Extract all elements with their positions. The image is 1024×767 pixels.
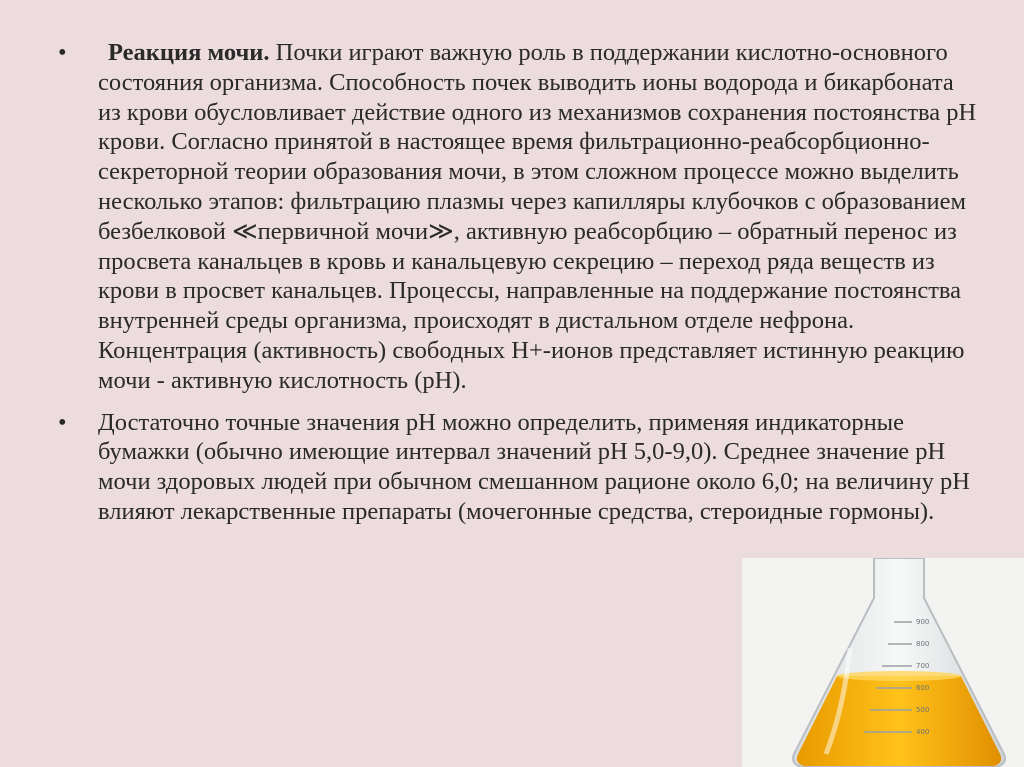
bullet-item-1 (58, 38, 978, 396)
flask-photo (742, 558, 1024, 767)
scale-label: 900 (916, 618, 930, 626)
bullet-lead: Реакция мочи. (108, 39, 270, 66)
erlenmeyer-flask-icon (742, 558, 1024, 767)
scale-label: 500 (916, 706, 930, 714)
scale-label: 700 (916, 662, 930, 670)
scale-label: 800 (916, 640, 930, 648)
bullet-marker: • (58, 408, 67, 436)
bullet-item-2 (58, 408, 978, 527)
bullet-text: Почки играют важную роль в поддержании кислотно-основного состояния организма. Способность почек выводить ионы водорода и бикарбоната из крови обусловливает действие одного из механизмов сохранения постоянства pH крови. Согласно принятой в настоящее время фильтрационно-реабсорбционно-секреторной теории образования мочи, в этом сложном процессе можно выделить несколько этапов: фильтрацию плазмы через капилляры клубочков с образованием безбелковой ≪первичной мочи≫, активную реабсорбцию – обратный перенос из просвета канальцев в кровь и канальцевую секрецию – переход ряда веществ из крови в просвет канальцев. Процессы, направленные на поддержание постоянства внутренней среды организма, происходят в дистальном отделе нефрона. Концентрация (активность) свободных Н+-ионов представляет истинную реакцию мочи - активную кислотность (pH). (98, 39, 977, 394)
bullet-text: Достаточно точные значения pH можно определить, применяя индикаторные бумажки (обычно имеющие интервал значений pH 5,0-9,0). Среднее значение pH мочи здоровых людей при обычном смешанном рационе около 6,0; на величину pH влияют лекарственные препараты (мочегонные средства, стероидные гормоны). (98, 408, 970, 525)
scale-label: 600 (916, 684, 930, 692)
bullet-marker: • (58, 39, 67, 66)
bullet-list (58, 38, 978, 527)
scale-label: 400 (916, 728, 930, 736)
